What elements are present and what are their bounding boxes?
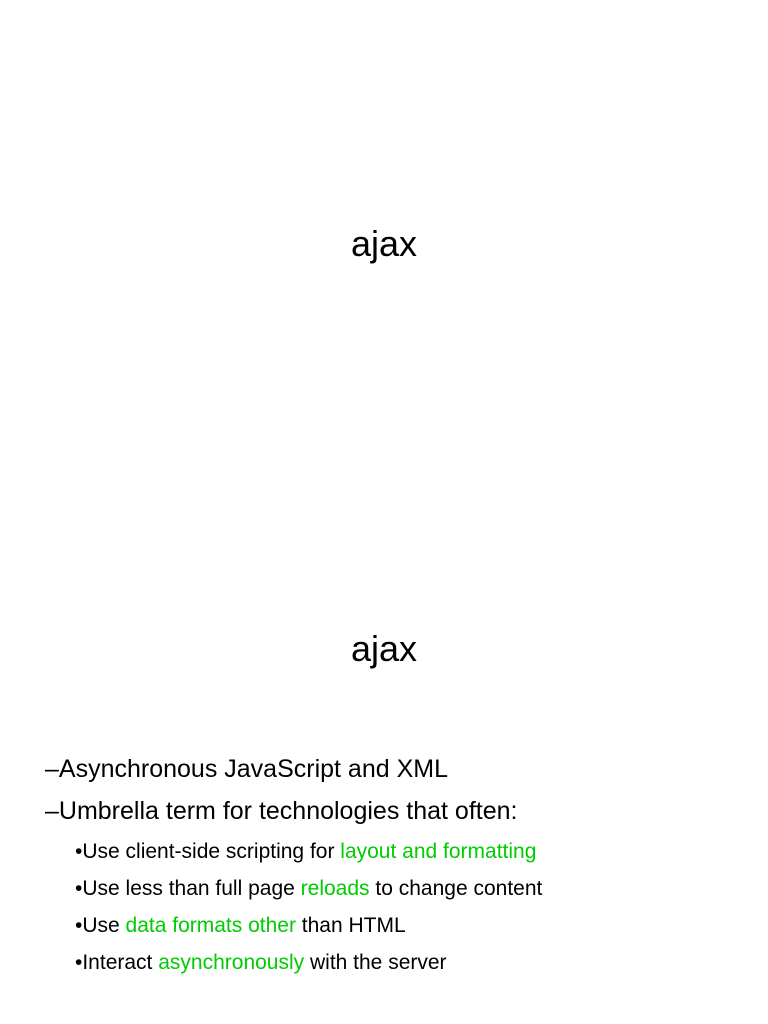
sub-bullet-text: •Use (75, 914, 126, 937)
sub-bullet-text: •Interact (75, 951, 159, 974)
sub-bullet-text: to change content (369, 877, 543, 900)
slide-title: ajax (350, 223, 418, 264)
sub-bullet-item (45, 913, 765, 950)
highlighted-text: data formats other (125, 914, 296, 937)
bullet-item: –Umbrella term for technologies that often: (45, 797, 518, 825)
highlighted-text: asynchronously (158, 951, 305, 974)
sub-bullet-item (45, 950, 765, 987)
slide-2 (0, 512, 768, 1024)
sub-bullet-text: •Use client-side scripting for (75, 840, 341, 863)
slide-title: ajax (350, 628, 418, 669)
bullet-list (45, 755, 765, 987)
highlighted-text: reloads (300, 877, 370, 900)
bullet-item: –Asynchronous JavaScript and XML (45, 755, 448, 783)
highlighted-text: layout and formatting (340, 840, 537, 863)
sub-bullet-item (45, 876, 765, 913)
sub-bullet-text: than HTML (295, 914, 406, 937)
sub-bullet-text: •Use less than full page (75, 877, 301, 900)
sub-bullet-item (45, 839, 765, 876)
sub-bullet-text: with the server (304, 951, 447, 974)
